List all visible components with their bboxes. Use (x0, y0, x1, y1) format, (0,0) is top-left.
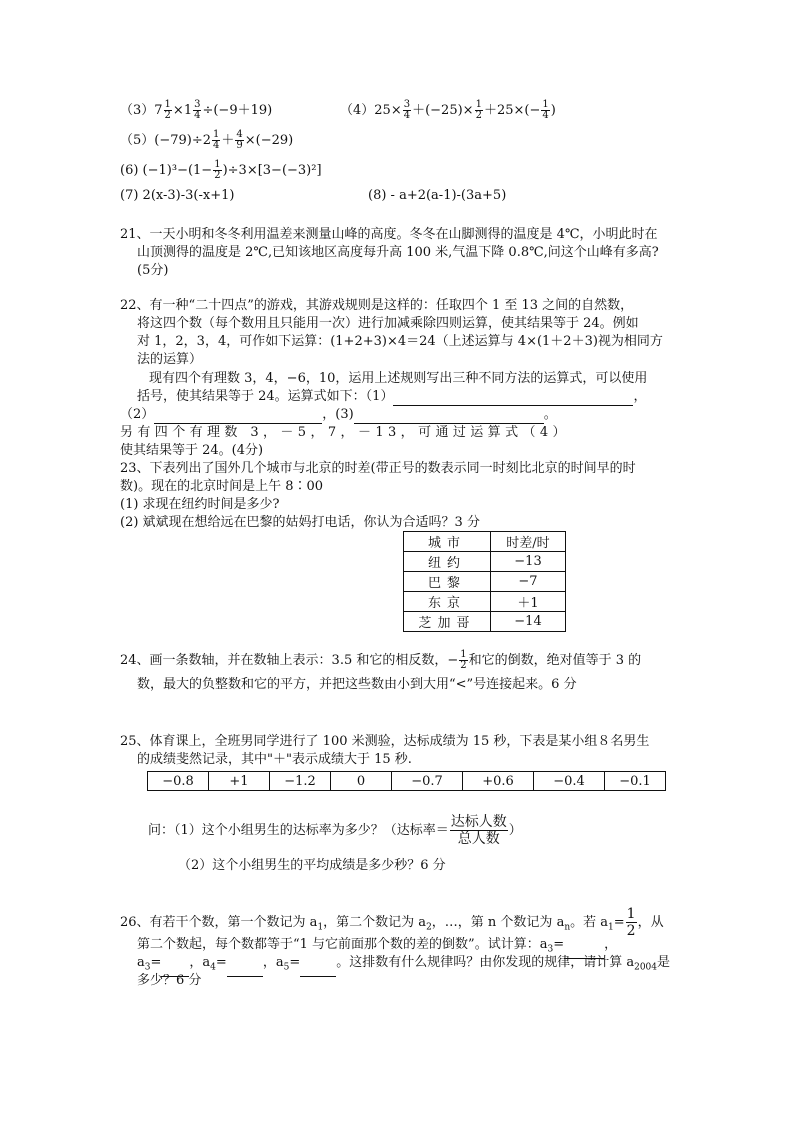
text: )÷3×[3−(−3)²] (222, 163, 322, 178)
text: ， (633, 389, 647, 404)
q24-line2: 数，最大的负整数和它的平方，并把这些数由小到大用“<”号连接起来。6 分 (137, 677, 577, 692)
text: 问：（1）这个小组男生的达标率为多少？（达标率＝ (148, 823, 449, 838)
text: = (553, 937, 565, 952)
numerator: 1 (460, 649, 467, 660)
text: 括号，使其结果等于 24。运算式如下：（1） (137, 389, 394, 404)
q23-line3: (1) 求现在纽约时间是多少? (120, 497, 280, 512)
score-cell: 0 (331, 772, 392, 791)
denominator: 2 (164, 110, 171, 121)
diff-cell: ＋1 (491, 592, 566, 612)
text: ） (508, 823, 522, 838)
score-cell: +1 (209, 772, 270, 791)
text: = (613, 915, 625, 930)
q22-line5: 现有四个有理数 3，4，−6，10，运用上述规则写出三种不同方法的运算式，可以使用 (149, 371, 648, 386)
problem-8: (8) - a+2(a-1)-(3a+5) (368, 188, 507, 203)
header-diff: 时差/时 (491, 532, 566, 552)
text: = (289, 955, 301, 970)
text: ，a (189, 955, 211, 970)
text: 。 (543, 407, 557, 422)
fraction (403, 100, 411, 121)
text: ＋25×(− (483, 103, 541, 118)
fraction (213, 160, 221, 181)
text: 24、画一条数轴，并在数轴上表示：3.5 和它的相反数，− (120, 653, 459, 668)
subscript: n (564, 922, 571, 933)
q22-line9: 使其结果等于 24。(4分) (120, 443, 264, 458)
text: ) (550, 103, 556, 118)
text: ，…，第 n 个数记为 a (431, 915, 565, 930)
answer-blank-2[interactable] (154, 409, 322, 424)
denominator: 4 (542, 110, 549, 121)
numerator: 3 (194, 99, 201, 110)
subscript: 3 (144, 962, 151, 973)
fraction (541, 100, 549, 121)
text: ＋ (221, 133, 235, 148)
numerator: 1 (164, 99, 171, 110)
denominator: 4 (213, 140, 220, 151)
q25-line2: 的成绩斐然记录，其中"＋"表示成绩大于 15 秒. (137, 752, 412, 767)
q22-line8 (120, 424, 570, 442)
text: （2） (120, 407, 155, 422)
text: ，从 (637, 915, 664, 930)
denominator: 2 (214, 170, 221, 181)
denominator: 2 (460, 660, 467, 671)
q25-question2: （2）这个小组男生的平均成绩是多少秒？6 分 (178, 858, 446, 873)
subscript: 3 (547, 944, 554, 955)
score-cell: +0.6 (463, 772, 534, 791)
text: 26、有若干个数，第一个数记为 a (120, 915, 318, 930)
diff-cell: −7 (491, 572, 566, 592)
q21-line1: 21、一天小明和冬冬利用温差来测量山峰的高度。冬冬在山脚测得的温度是 4℃，小明此时在 (120, 227, 658, 242)
text: ÷(−9＋19) (202, 103, 273, 118)
text: ×1 (172, 103, 193, 118)
problem-4 (340, 100, 556, 121)
numerator: 达标人数 (450, 814, 507, 830)
denominator: 2 (626, 923, 636, 939)
problem-5 (120, 130, 293, 151)
subscript: 2004 (634, 962, 658, 973)
q22-line7 (120, 406, 557, 424)
q22-line1: 22、有一种“二十四点”的游戏，其游戏规则是这样的：任取四个 1 至 13 之间的自然数， (120, 298, 634, 313)
score-cell: −0.1 (605, 772, 666, 791)
denominator: 总人数 (457, 831, 500, 847)
subscript: 1 (317, 922, 324, 933)
table-row (404, 572, 566, 592)
q24-line1 (120, 650, 641, 671)
q23-line2: 数)。现在的北京时间是上午 8∶00 (120, 479, 324, 494)
q22-line4: 法的运算） (137, 352, 203, 367)
score-cell: −1.2 (270, 772, 331, 791)
text: （4）25× (340, 103, 402, 118)
q22-line3: 对 1，2，3，4，可作如下运算：(1+2+3)×4＝24（上述运算与 4×(1＋2＋3)视为相同方 (137, 334, 663, 349)
q22-line6 (137, 388, 646, 406)
text: ＋(−25)× (412, 103, 474, 118)
text: 。这排数有什么规律吗？由你发现的规律，请计算 a (336, 955, 635, 970)
text: ，(3) (322, 407, 354, 422)
text: 第二个数起，每个数都等于“1 与它前面那个数的差的倒数”。试计算：a (137, 937, 548, 952)
numerator: 1 (475, 99, 482, 110)
q21-line3: (5分) (137, 263, 169, 278)
table-row (404, 612, 566, 632)
problem-6 (120, 160, 322, 181)
answer-blank-1[interactable] (393, 391, 633, 406)
text: （5）(−79)÷2 (120, 133, 212, 148)
city-cell: 东京 (404, 592, 491, 612)
problem-7: (7) 2(x-3)-3(-x+1) (120, 188, 235, 203)
q21-line2: 山顶测得的温度是 2℃,已知该地区高度每升高 100 米,气温下降 0.8℃,问这个山峰有多高? (137, 245, 659, 260)
subscript: 4 (210, 962, 216, 973)
denominator: 4 (194, 110, 201, 121)
denominator: 2 (475, 110, 482, 121)
text: a (137, 955, 145, 970)
text: ， (604, 937, 618, 952)
text: = (150, 955, 162, 970)
denominator: 9 (236, 140, 243, 151)
text: ，a (262, 955, 284, 970)
q26-line4: 多少？6 分 (137, 973, 202, 988)
table-row (148, 772, 666, 791)
diff-cell: −13 (491, 552, 566, 572)
q26-line1 (120, 906, 664, 939)
numerator: 1 (626, 906, 636, 922)
score-cell: −0.8 (148, 772, 209, 791)
numerator: 4 (236, 129, 243, 140)
numerator: 1 (214, 159, 221, 170)
fraction (164, 100, 172, 121)
text: 是 (657, 955, 671, 970)
city-cell: 纽约 (404, 552, 491, 572)
time-difference-table (403, 531, 566, 632)
diff-cell: −14 (491, 612, 566, 632)
answer-blank-a5[interactable] (300, 962, 336, 977)
problem-3 (120, 100, 272, 121)
subscript: 5 (283, 962, 290, 973)
fraction (475, 100, 483, 121)
q23-line1: 23、下表列出了国外几个城市与北京的时差(带正号的数表示同一时刻比北京的时间早的时 (120, 461, 636, 476)
header-city: 城市 (404, 532, 491, 552)
text: ，第二个数记为 a (323, 915, 427, 930)
fraction (212, 130, 220, 151)
text: 另有四个有理数 3，－5，7，－13，可通过运算式（4） (120, 425, 570, 440)
q22-line2: 将这四个数（每个数用且只能用一次）进行加减乘除四则运算，使其结果等于 24。例如 (137, 316, 639, 331)
city-cell: 芝加哥 (404, 612, 491, 632)
q23-line4: (2) 斌斌现在想给远在巴黎的姑妈打电话，你认为合适吗？3 分 (120, 515, 480, 530)
q25-question1 (148, 814, 522, 847)
score-cell: −0.7 (392, 772, 463, 791)
text: (6) (−1)³−(1− (120, 163, 213, 178)
text: （3）7 (120, 103, 163, 118)
numerator: 1 (542, 99, 549, 110)
numerator: 1 (213, 129, 220, 140)
fraction (193, 100, 201, 121)
fraction (450, 814, 508, 847)
scores-table (147, 771, 666, 791)
score-cell: −0.4 (534, 772, 605, 791)
city-cell: 巴黎 (404, 572, 491, 592)
table-row (404, 552, 566, 572)
text: ×(−29) (244, 133, 294, 148)
denominator: 4 (403, 110, 411, 121)
subscript: 2 (426, 922, 432, 933)
table-row (404, 592, 566, 612)
text: = (215, 955, 227, 970)
text: 和它的倒数，绝对值等于 3 的 (468, 653, 642, 668)
subscript: 1 (608, 922, 614, 933)
q26-line3 (137, 954, 670, 977)
q25-line1: 25、体育课上，全班男同学进行了 100 米测验，达标成绩为 15 秒，下表是某小组８名男生 (120, 734, 650, 749)
answer-blank-3[interactable] (354, 409, 544, 424)
table-header-row (404, 532, 566, 552)
fraction (459, 650, 467, 671)
fraction (626, 906, 637, 939)
fraction (235, 130, 243, 151)
text: 。若 a (570, 915, 609, 930)
answer-blank-a4[interactable] (227, 962, 263, 977)
numerator: 3 (403, 99, 411, 110)
